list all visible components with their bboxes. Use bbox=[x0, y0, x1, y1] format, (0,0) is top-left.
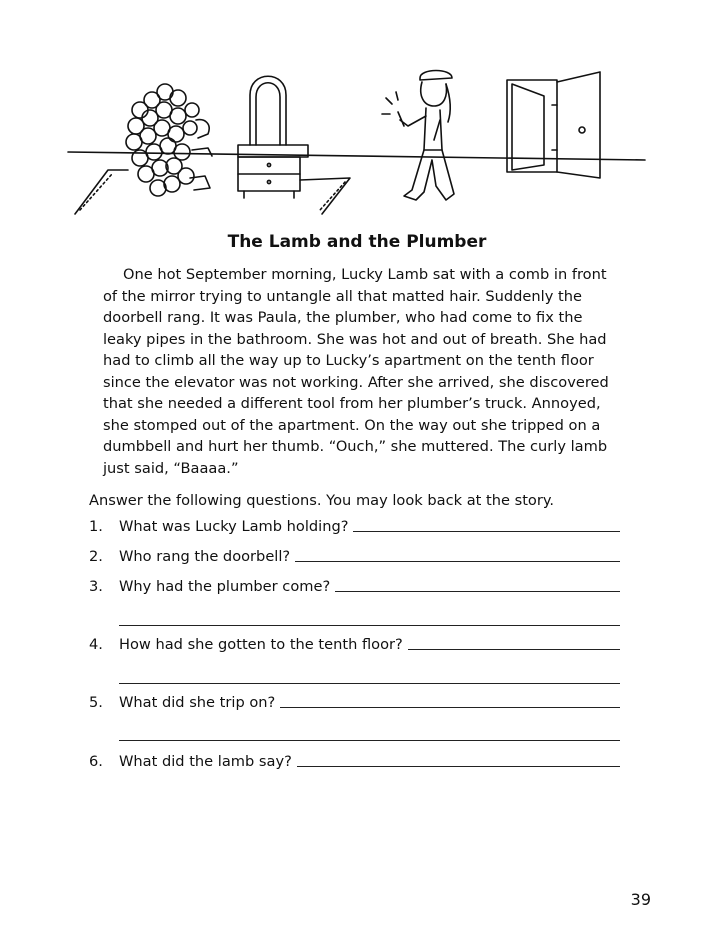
question-3 bbox=[89, 578, 620, 595]
question-number: 1. bbox=[89, 518, 103, 535]
question-1 bbox=[89, 518, 620, 535]
question-number: 6. bbox=[89, 753, 103, 770]
door-icon bbox=[507, 72, 600, 178]
dresser-icon bbox=[238, 76, 308, 198]
story-paragraph bbox=[103, 264, 618, 479]
page-number: 39 bbox=[630, 890, 651, 909]
lamb-icon bbox=[126, 84, 212, 196]
rug-icon bbox=[75, 170, 350, 214]
story-illustration bbox=[0, 0, 714, 225]
question-6 bbox=[89, 753, 620, 770]
question-text: Who rang the doorbell? bbox=[119, 548, 291, 565]
question-number: 4. bbox=[89, 636, 103, 653]
question-2 bbox=[89, 548, 620, 565]
answer-line[interactable] bbox=[353, 530, 620, 532]
question-text: What did she trip on? bbox=[119, 694, 276, 711]
plumber-icon bbox=[382, 71, 454, 201]
answer-line[interactable] bbox=[280, 706, 620, 708]
answer-line[interactable] bbox=[408, 648, 620, 650]
answer-line-continued[interactable] bbox=[119, 625, 620, 626]
question-text: What was Lucky Lamb holding? bbox=[119, 518, 349, 535]
answer-line-continued[interactable] bbox=[119, 683, 620, 684]
answer-line-continued[interactable] bbox=[119, 740, 620, 741]
question-text: How had she gotten to the tenth floor? bbox=[119, 636, 403, 653]
question-5 bbox=[89, 694, 620, 711]
story-text: One hot September morning, Lucky Lamb sat with a comb in front of the mirror trying to untangle all that matted hair. Suddenly the doorbell rang. It was Paula, the plumber, who had come to fix the leaky pipes in the bathroom. She was hot and out of breath. She had had to climb all the way up to Lucky’s apartment on the tenth floor since the elevator was not working. After she arrived, she discovered that she needed a different tool from her plumber’s truck. Annoyed, she stomped out of the apartment. On the way out she tripped on a dumbbell and hurt her thumb. “Ouch,” she muttered. The curly lamb just said, “Baaaa.” bbox=[103, 266, 609, 477]
question-number: 3. bbox=[89, 578, 103, 595]
question-text: Why had the plumber come? bbox=[119, 578, 331, 595]
answer-line[interactable] bbox=[335, 590, 620, 592]
answer-line[interactable] bbox=[297, 765, 620, 767]
floor-line bbox=[68, 152, 645, 160]
question-text: What did the lamb say? bbox=[119, 753, 292, 770]
answer-line[interactable] bbox=[295, 560, 620, 562]
question-number: 5. bbox=[89, 694, 103, 711]
instructions: Answer the following questions. You may look back at the story. bbox=[89, 492, 555, 509]
story-title: The Lamb and the Plumber bbox=[227, 232, 487, 252]
question-number: 2. bbox=[89, 548, 103, 565]
question-4 bbox=[89, 636, 620, 653]
